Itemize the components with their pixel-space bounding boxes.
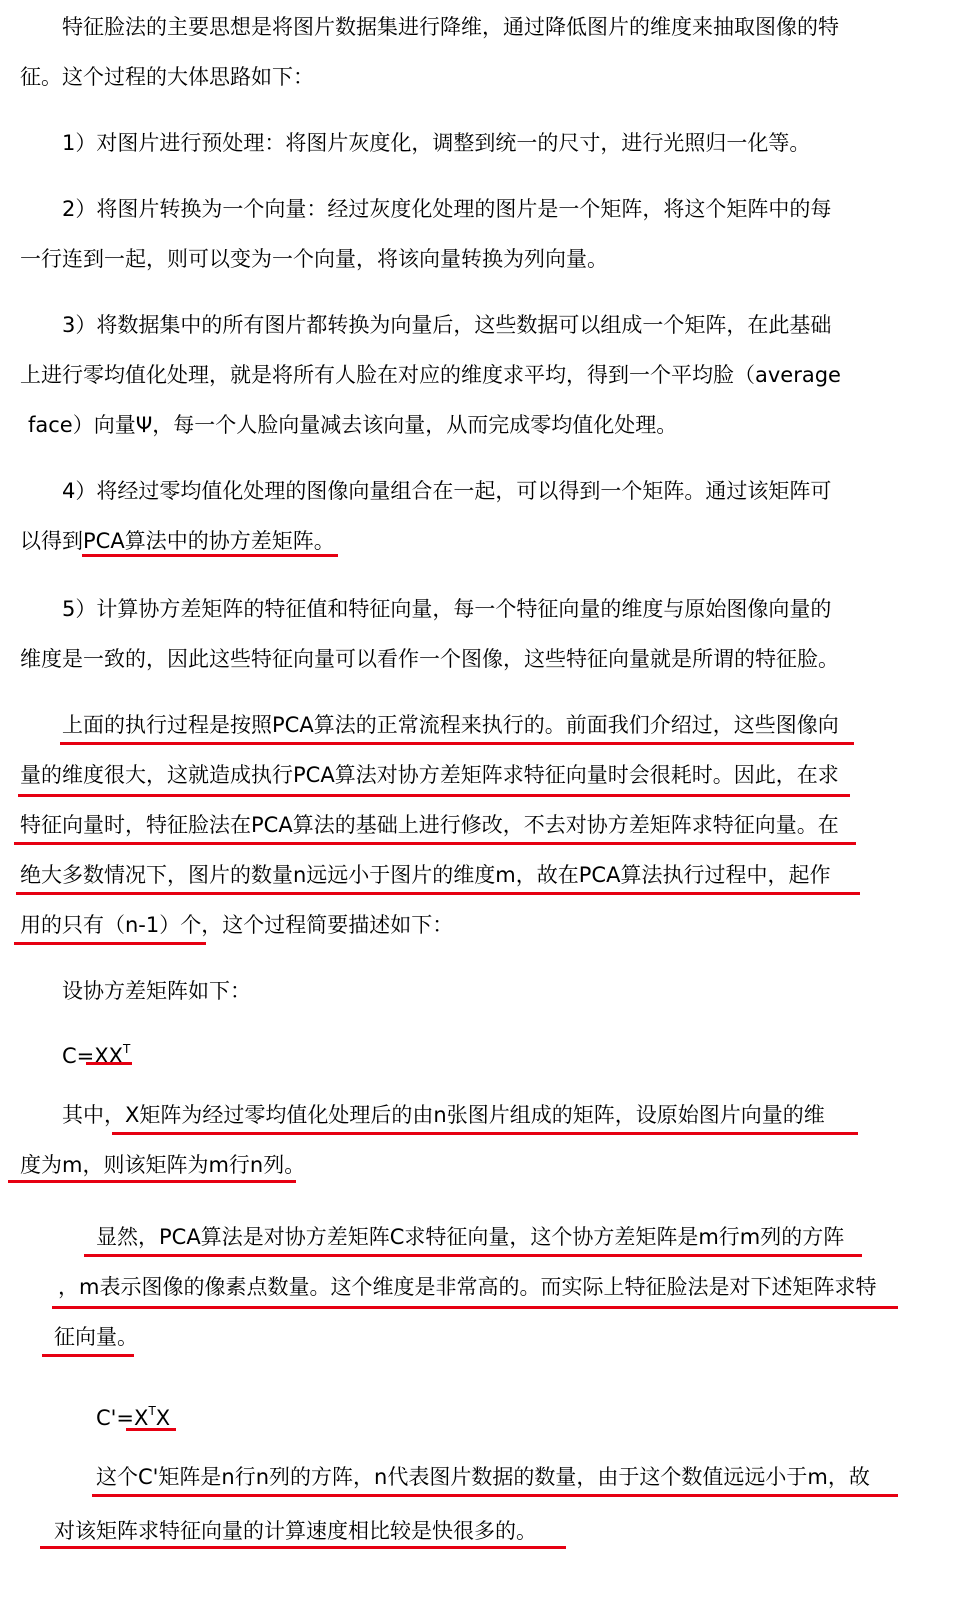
red-underline (82, 554, 338, 557)
red-underline (14, 842, 856, 845)
text-line: 特征脸法的主要思想是将图片数据集进行降维，通过降低图片的维度来抽取图像的特 (62, 15, 839, 39)
red-underline (16, 892, 860, 895)
red-underline (84, 1254, 862, 1257)
text-line: 绝大多数情况下，图片的数量n远远小于图片的维度m，故在PCA算法执行过程中，起作 (20, 863, 831, 887)
text-line: 2）将图片转换为一个向量：经过灰度化处理的图片是一个矩阵，将这个矩阵中的每 (62, 197, 832, 221)
text-line: 特征向量时，特征脸法在PCA算法的基础上进行修改，不去对协方差矩阵求特征向量。在 (20, 813, 839, 837)
text-line: 显然，PCA算法是对协方差矩阵C求特征向量，这个协方差矩阵是m行m列的方阵 (96, 1225, 845, 1249)
text-line: 上面的执行过程是按照PCA算法的正常流程来执行的。前面我们介绍过，这些图像向 (62, 713, 839, 737)
red-underline (92, 1494, 898, 1497)
red-underline (14, 942, 206, 945)
red-underline (112, 1132, 858, 1135)
text-line: 征向量。 (54, 1325, 138, 1349)
text-line: 维度是一致的，因此这些特征向量可以看作一个图像，这些特征向量就是所谓的特征脸。 (20, 647, 839, 671)
red-underline (18, 794, 850, 797)
red-underline (42, 1354, 134, 1357)
text-line: 设协方差矩阵如下： (62, 979, 251, 1003)
text-line: 3）将数据集中的所有图片都转换为向量后，这些数据可以组成一个矩阵，在此基础 (62, 313, 832, 337)
formula-c-superscript: T (123, 1042, 131, 1056)
text-line: 用的只有（n-1）个，这个过程简要描述如下： (20, 913, 454, 937)
text-line: ，m表示图像的像素点数量。这个维度是非常高的。而实际上特征脸法是对下述矩阵求特 (58, 1275, 877, 1299)
text-line: 征。这个过程的大体思路如下： (20, 65, 314, 89)
text-line: 度为m，则该矩阵为m行n列。 (20, 1153, 306, 1177)
red-underline (60, 742, 854, 745)
red-underline (52, 1306, 898, 1309)
formula-c-prime-left: C'= (96, 1406, 135, 1430)
formula-c-prime-superscript: T (148, 1404, 156, 1418)
red-underline (8, 1180, 296, 1183)
red-underline (86, 1062, 132, 1065)
formula-c-prime-base1: X (134, 1406, 149, 1430)
formula-c (62, 1034, 130, 1071)
text-line: 4）将经过零均值化处理的图像向量组合在一起，可以得到一个矩阵。通过该矩阵可 (62, 479, 832, 503)
text-line: 对该矩阵求特征向量的计算速度相比较是快很多的。 (54, 1519, 537, 1543)
text-line: 这个C'矩阵是n行n列的方阵，n代表图片数据的数量，由于这个数值远远小于m，故 (96, 1465, 870, 1489)
text-line: 其中，X矩阵为经过零均值化处理后的由n张图片组成的矩阵，设原始图片向量的维 (62, 1103, 825, 1127)
text-line: 5）计算协方差矩阵的特征值和特征向量，每一个特征向量的维度与原始图像向量的 (62, 597, 832, 621)
formula-c-base: XX (94, 1044, 124, 1068)
formula-c-prime-base2: X (155, 1406, 171, 1430)
text-line: 量的维度很大，这就造成执行PCA算法对协方差矩阵求特征向量时会很耗时。因此，在求 (20, 763, 839, 787)
text-line: face）向量Ψ，每一个人脸向量减去该向量，从而完成零均值化处理。 (28, 413, 678, 437)
text-line: 1）对图片进行预处理：将图片灰度化，调整到统一的尺寸，进行光照归一化等。 (62, 131, 811, 155)
red-underline (40, 1546, 566, 1549)
text-line: 上进行零均值化处理，就是将所有人脸在对应的维度求平均，得到一个平均脸（average (20, 363, 841, 387)
formula-c-left: C= (62, 1044, 95, 1068)
text-line: 以得到PCA算法中的协方差矩阵。 (20, 529, 335, 553)
text-line: 一行连到一起，则可以变为一个向量，将该向量转换为列向量。 (20, 247, 608, 271)
red-underline (126, 1428, 176, 1431)
